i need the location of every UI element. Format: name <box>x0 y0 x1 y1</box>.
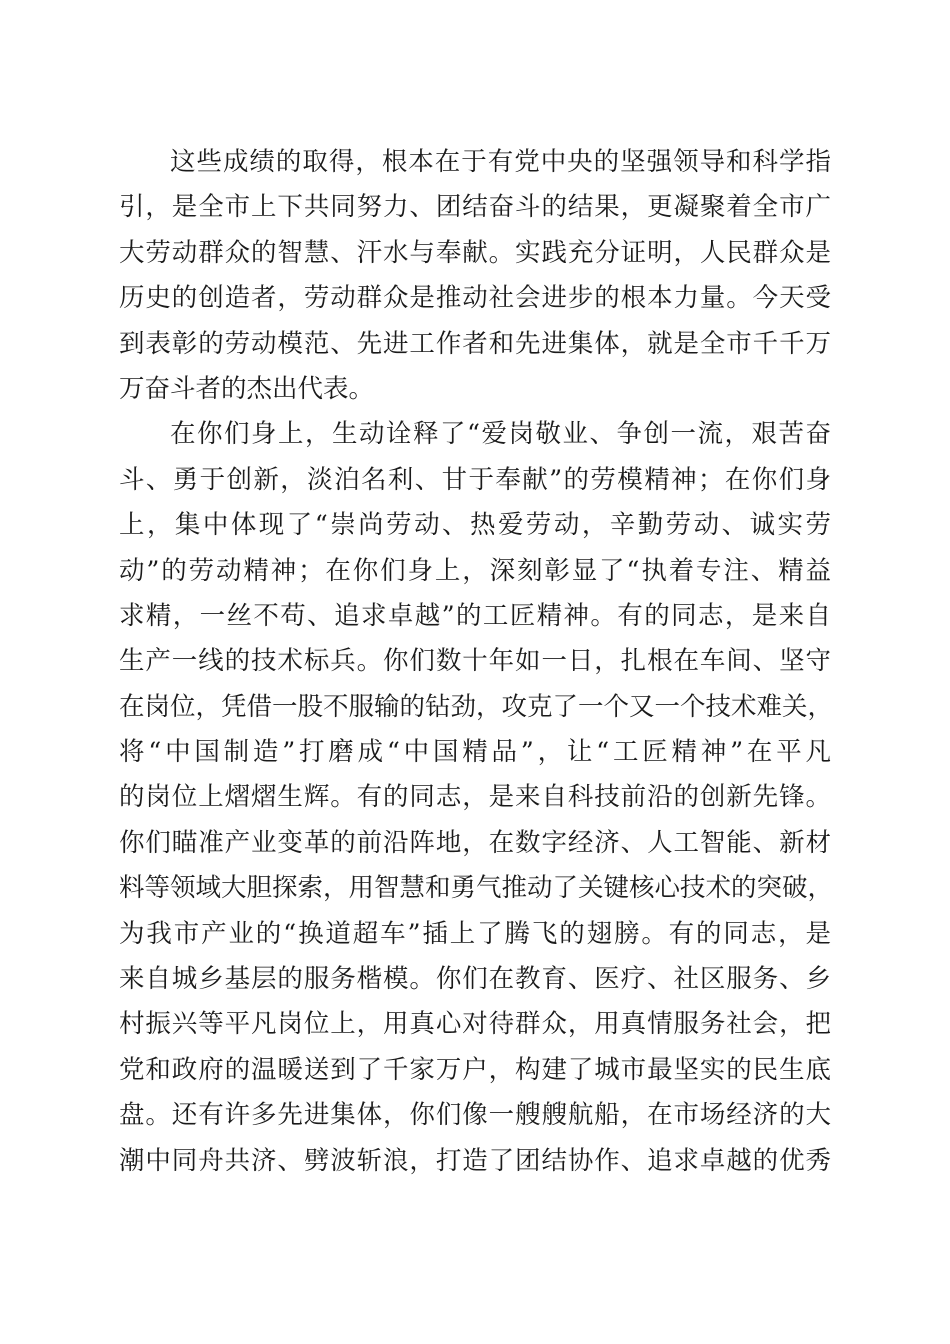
text-line: 动”的劳动精神；在你们身上，深刻彰显了“执着专注、精益 <box>119 555 831 586</box>
text-line: 历史的创造者，劳动群众是推动社会进步的根本力量。今天受 <box>119 283 831 314</box>
text-line: 盘。还有许多先进集体，你们像一艘艘航船，在市场经济的大 <box>119 1100 831 1131</box>
text-line: 来自城乡基层的服务楷模。你们在教育、医疗、社区服务、乡 <box>119 964 831 995</box>
text-line: 在岗位，凭借一股不服输的钻劲，攻克了一个又一个技术难关， <box>119 691 834 722</box>
body-text <box>119 140 834 1184</box>
text-line: 生产一线的技术标兵。你们数十年如一日，扎根在车间、坚守 <box>119 646 831 677</box>
text-line: 将“中国制造”打磨成“中国精品”，让“工匠精神”在平凡 <box>119 737 831 768</box>
paragraph-spirit <box>119 412 834 1184</box>
text-line: 料等领域大胆探索，用智慧和勇气推动了关键核心技术的突破， <box>119 873 834 904</box>
text-line: 党和政府的温暖送到了千家万户，构建了城市最坚实的民生底 <box>119 1054 831 1085</box>
text-line: 为我市产业的“换道超车”插上了腾飞的翅膀。有的同志，是 <box>119 918 831 949</box>
paragraph-achievements <box>119 140 831 412</box>
text-line: 潮中同舟共济、劈波斩浪，打造了团结协作、追求卓越的优秀 <box>119 1145 831 1176</box>
text-line: 你们瞄准产业变革的前沿阵地，在数字经济、人工智能、新材 <box>119 827 831 858</box>
text-line: 引，是全市上下共同努力、团结奋斗的结果，更凝聚着全市广 <box>119 192 831 223</box>
text-line: 村振兴等平凡岗位上，用真心对待群众，用真情服务社会，把 <box>119 1009 831 1040</box>
text-line: 的岗位上熠熠生辉。有的同志，是来自科技前沿的创新先锋。 <box>119 782 831 813</box>
text-line: 在你们身上，生动诠释了“爱岗敬业、争创一流，艰苦奋 <box>170 419 831 450</box>
text-line: 斗、勇于创新，淡泊名利、甘于奉献”的劳模精神；在你们身 <box>119 464 831 495</box>
text-line: 到表彰的劳动模范、先进工作者和先进集体，就是全市千千万 <box>119 328 831 359</box>
text-line: 万奋斗者的杰出代表。 <box>119 373 375 404</box>
text-line: 这些成绩的取得，根本在于有党中央的坚强领导和科学指 <box>170 147 831 177</box>
text-line: 求精，一丝不苟、追求卓越”的工匠精神。有的同志，是来自 <box>119 600 831 631</box>
text-line: 大劳动群众的智慧、汗水与奉献。实践充分证明，人民群众是 <box>119 237 831 268</box>
text-line: 上，集中体现了“崇尚劳动、热爱劳动，辛勤劳动、诚实劳 <box>119 510 831 541</box>
